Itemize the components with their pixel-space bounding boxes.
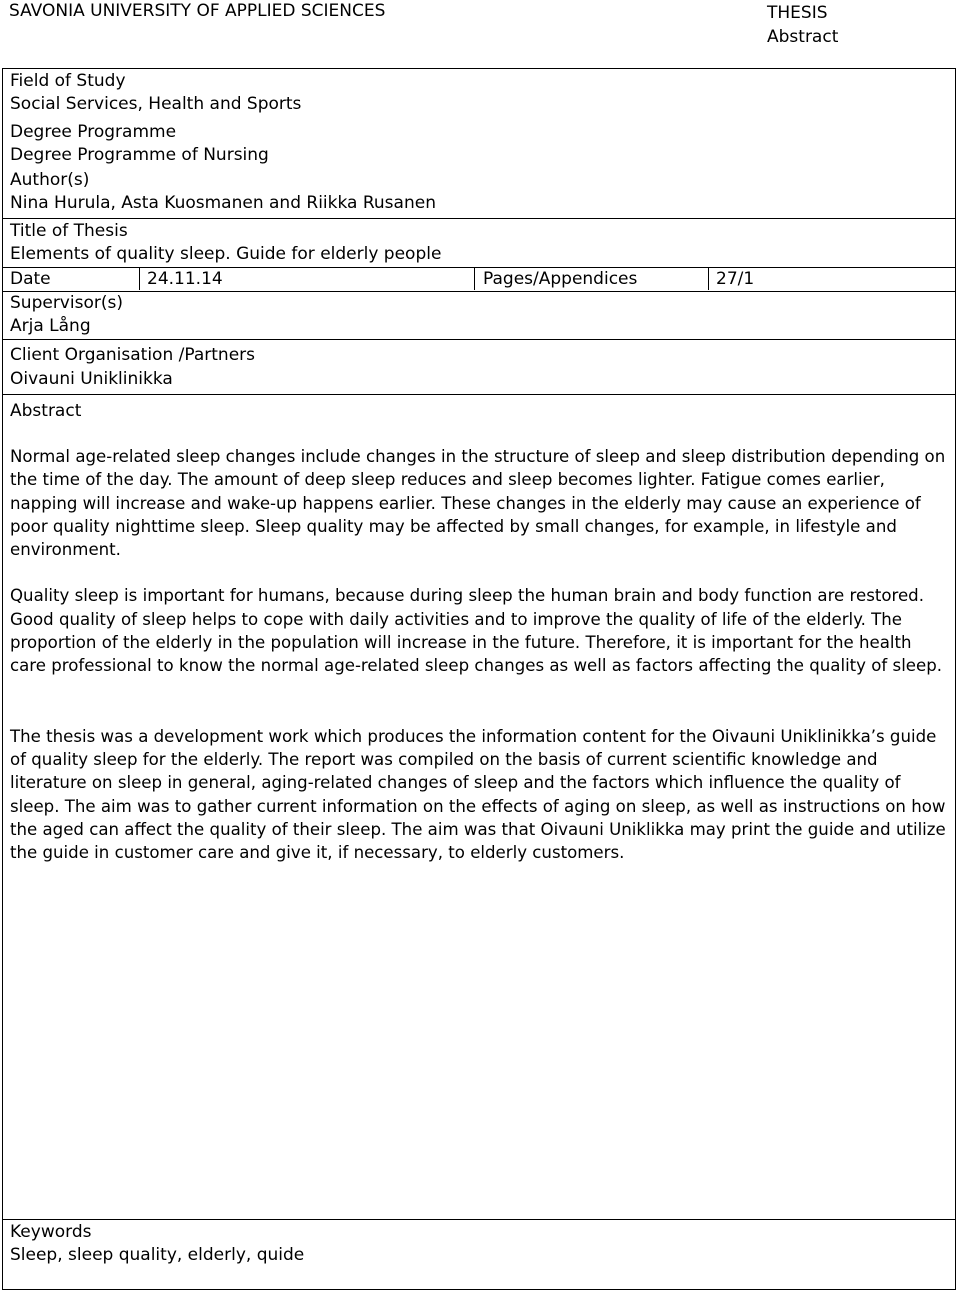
divider	[708, 268, 709, 290]
field-of-study-label: Field of Study	[10, 71, 126, 91]
info-block	[3, 69, 955, 219]
client-block	[3, 340, 955, 395]
keywords-value: Sleep, sleep quality, elderly, quide	[10, 1245, 305, 1265]
degree-programme-label: Degree Programme	[10, 122, 177, 142]
date-label: Date	[10, 269, 51, 289]
institution-name: SAVONIA UNIVERSITY OF APPLIED SCIENCES	[9, 1, 386, 21]
pages-value: 27/1	[716, 269, 755, 289]
title-block	[3, 219, 955, 268]
date-pages-row	[3, 268, 955, 292]
page-header	[0, 0, 960, 60]
authors-label: Author(s)	[10, 170, 90, 190]
divider	[474, 268, 475, 290]
client-label: Client Organisation /Partners	[10, 345, 256, 365]
title-label: Title of Thesis	[10, 221, 128, 241]
supervisor-label: Supervisor(s)	[10, 293, 123, 313]
abstract-paragraph: The thesis was a development work which produces the information content for the Oivauni Uniklinikka’s guide of quality sleep for the elderly. The report was compiled on the basis of current scientific knowledge and literature on sleep in general, aging-related changes of sleep and the factors which influence the quality of sleep. The aim was to gather current information on the effects of aging on sleep, as well as instructions on how the aged can affect the quality of their sleep. The aim was that Oivauni Uniklikka may print the guide and utilize the guide in customer care and give it, if necessary, to elderly customers.	[10, 726, 946, 863]
document-type	[767, 1, 838, 49]
degree-programme-value: Degree Programme of Nursing	[10, 145, 269, 165]
keywords-label: Keywords	[10, 1222, 92, 1242]
date-value: 24.11.14	[147, 269, 223, 289]
pages-label: Pages/Appendices	[483, 269, 638, 289]
field-of-study-value: Social Services, Health and Sports	[10, 94, 302, 114]
supervisor-block	[3, 292, 955, 340]
supervisor-value: Arja Lång	[10, 316, 91, 336]
doc-type-subtitle: Abstract	[767, 27, 839, 47]
authors-value: Nina Hurula, Asta Kuosmanen and Riikka Rusanen	[10, 193, 436, 213]
title-value: Elements of quality sleep. Guide for elderly people	[10, 244, 442, 264]
abstract-text	[10, 445, 950, 864]
doc-type-title: THESIS	[767, 3, 828, 23]
keywords-block	[3, 1219, 955, 1291]
abstract-paragraph: Normal age-related sleep changes include changes in the structure of sleep and sleep distribution depending on the time of the day. The amount of deep sleep reduces and sleep becomes lighter. Fatigue comes earlier, napping will increase and wake-up happens earlier. These changes in the elderly may cause an experience of poor quality nighttime sleep. Sleep quality may be affected by small changes, for example, in lifestyle and environment.	[10, 447, 946, 560]
client-value: Oivauni Uniklinikka	[10, 369, 173, 389]
abstract-label: Abstract	[10, 401, 82, 421]
abstract-form	[2, 68, 956, 1290]
abstract-paragraph: Quality sleep is important for humans, because during sleep the human brain and body function are restored. Good quality of sleep helps to cope with daily activities and to improve the quality of life of the elderly. The proportion of the elderly in the population will increase in the future. Therefore, it is important for the health care professional to know the normal age-related sleep changes as well as factors affecting the quality of sleep.	[10, 586, 943, 676]
divider	[139, 268, 140, 290]
